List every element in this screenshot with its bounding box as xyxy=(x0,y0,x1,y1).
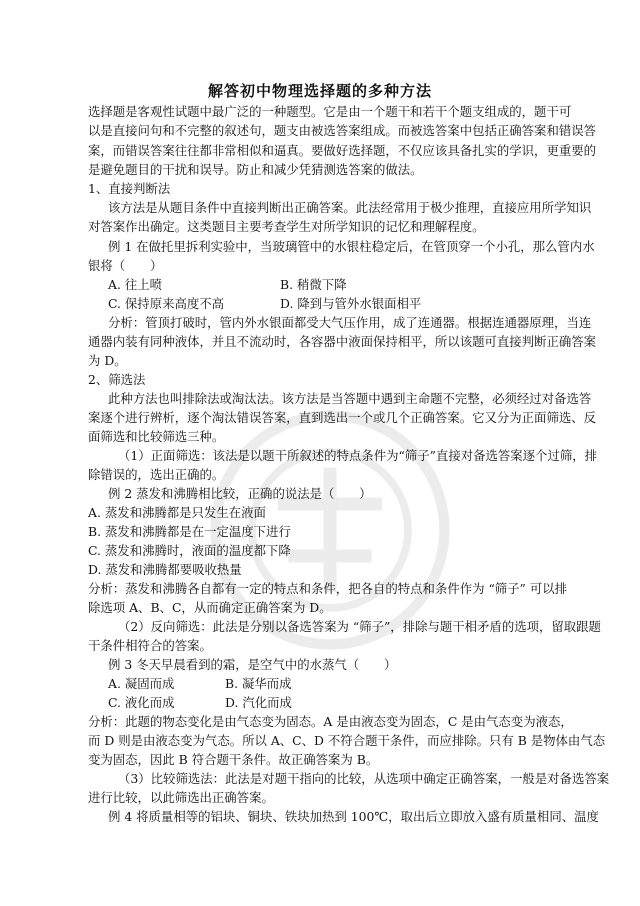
analysis-line: 通器内装有同种液体，并且不流动时，各容器中液面保持相平，所以该题可直接判断正确答案 xyxy=(88,334,597,349)
intro-line: 以是直接问句和不完整的叙述句，题支由被选答案组成。而被选答案中包括正确答案和错误答 xyxy=(88,123,597,138)
option-d: D. 降到与管外水银面相平 xyxy=(280,296,422,311)
paragraph-line: 干条件相符合的答案。 xyxy=(88,638,212,653)
paragraph-line: （3）比较筛选法：此法是对题干指向的比较，从选项中确定正确答案，一般是对备选答案 xyxy=(118,771,610,786)
analysis-line: 分析：管顶打破时，管内外水银面都受大气压作用，成了连通器。根据连通器原理，当连 xyxy=(108,315,592,330)
paragraph-line: （2）反向筛选：此法是分别以备选答案为 “筛子”，排除与题干相矛盾的选项，留取跟题 xyxy=(118,619,601,634)
paragraph-line: （1）正面筛选：该法是以题干所叙述的特点条件为“筛子”直接对备选答案逐个过筛，排 xyxy=(118,448,598,463)
paragraph-line: 该方法是从题目条件中直接判断出正确答案。此法经常用于极少推理，直接应用所学知识 xyxy=(108,200,592,215)
section-heading: 1、直接判断法 xyxy=(88,181,171,196)
analysis-line: 分析：此题的物态变化是由气态变为固态。A 是由液态变为固态，C 是由气态变为液态， xyxy=(88,714,573,729)
option-b: B. 凝华而成 xyxy=(225,676,292,691)
example-line: 银将（ ） xyxy=(88,258,163,273)
option-d: D. 汽化而成 xyxy=(225,695,292,710)
paragraph-line: 对答案作出确定。这类题目主要考查学生对所学知识的记忆和理解程度。 xyxy=(88,219,485,234)
example-line: 例 1 在做托里拆利实验中，当玻璃管中的水银柱稳定后，在管顶穿一个小孔，那么管内水 xyxy=(108,239,595,254)
analysis-line: 除选项 A、B、C，从而确定正确答案为 D。 xyxy=(88,600,332,615)
option-line: B. 蒸发和沸腾都是在一定温度下进行 xyxy=(88,524,291,539)
page-title: 解答初中物理选择题的多种方法 xyxy=(207,82,432,100)
paragraph-line: 除错误的，选出正确的。 xyxy=(88,467,225,482)
paragraph-line: 进行比较，以此筛选出正确答案。 xyxy=(88,790,274,805)
option-line: D. 蒸发和沸腾都要吸收热量 xyxy=(88,562,242,577)
paragraph-line: 此种方法也叫排除法或淘汰法。该方法是当答题中遇到主命题不完整，必须经过对备选答 xyxy=(108,391,592,406)
example-line: 例 2 蒸发和沸腾相比较，正确的说法是（ ） xyxy=(108,486,372,501)
option-c: C. 液化而成 xyxy=(108,695,175,710)
intro-line: 案，而错误答案往往都非常相似和逼真。要做好选择题，不仅应该具备扎实的学识，更重要的 xyxy=(88,143,597,158)
example-line: 例 3 冬天早晨看到的霜，是空气中的水蒸气（ ） xyxy=(108,657,397,672)
option-b: B. 稍微下降 xyxy=(280,277,347,292)
analysis-line: 而 D 则是由液态变为气态。所以 A、C、D 不符合题干条件，而应排除。只有 B 是物体由气态 xyxy=(88,733,606,748)
option-a: A. 往上喷 xyxy=(108,277,162,292)
section-heading: 2、筛选法 xyxy=(88,372,146,387)
paragraph-line: 面筛选和比较筛选三种。 xyxy=(88,429,225,444)
analysis-line: 分析：蒸发和沸腾各自都有一定的特点和条件，把各自的特点和条件作为 “筛子” 可以排 xyxy=(88,581,567,596)
intro-line: 选择题是客观性试题中最广泛的一种题型。它是由一个题干和若干个题支组成的，题干可 xyxy=(88,104,572,119)
option-c: C. 保持原来高度不高 xyxy=(108,296,225,311)
paragraph-line: 案逐个进行辨析，逐个淘汰错误答案，直到选出一个或几个正确答案。它又分为正面筛选、反 xyxy=(88,410,597,425)
option-line: A. 蒸发和沸腾都是只发生在液面 xyxy=(88,505,266,520)
option-a: A. 凝固而成 xyxy=(108,676,175,691)
option-line: C. 蒸发和沸腾时，液面的温度都下降 xyxy=(88,543,291,558)
analysis-line: 变为固态，因此 B 符合题干条件。故正确答案为 B。 xyxy=(88,752,379,767)
analysis-line: 为 D。 xyxy=(88,353,127,368)
intro-line: 是避免题目的干扰和误导。防止和减少凭猜测选答案的做法。 xyxy=(88,162,423,177)
example-line: 例 4 将质量相等的铝块、铜块、铁块加热到 100℃，取出后立即放入盛有质量相同、温度 xyxy=(108,809,599,824)
